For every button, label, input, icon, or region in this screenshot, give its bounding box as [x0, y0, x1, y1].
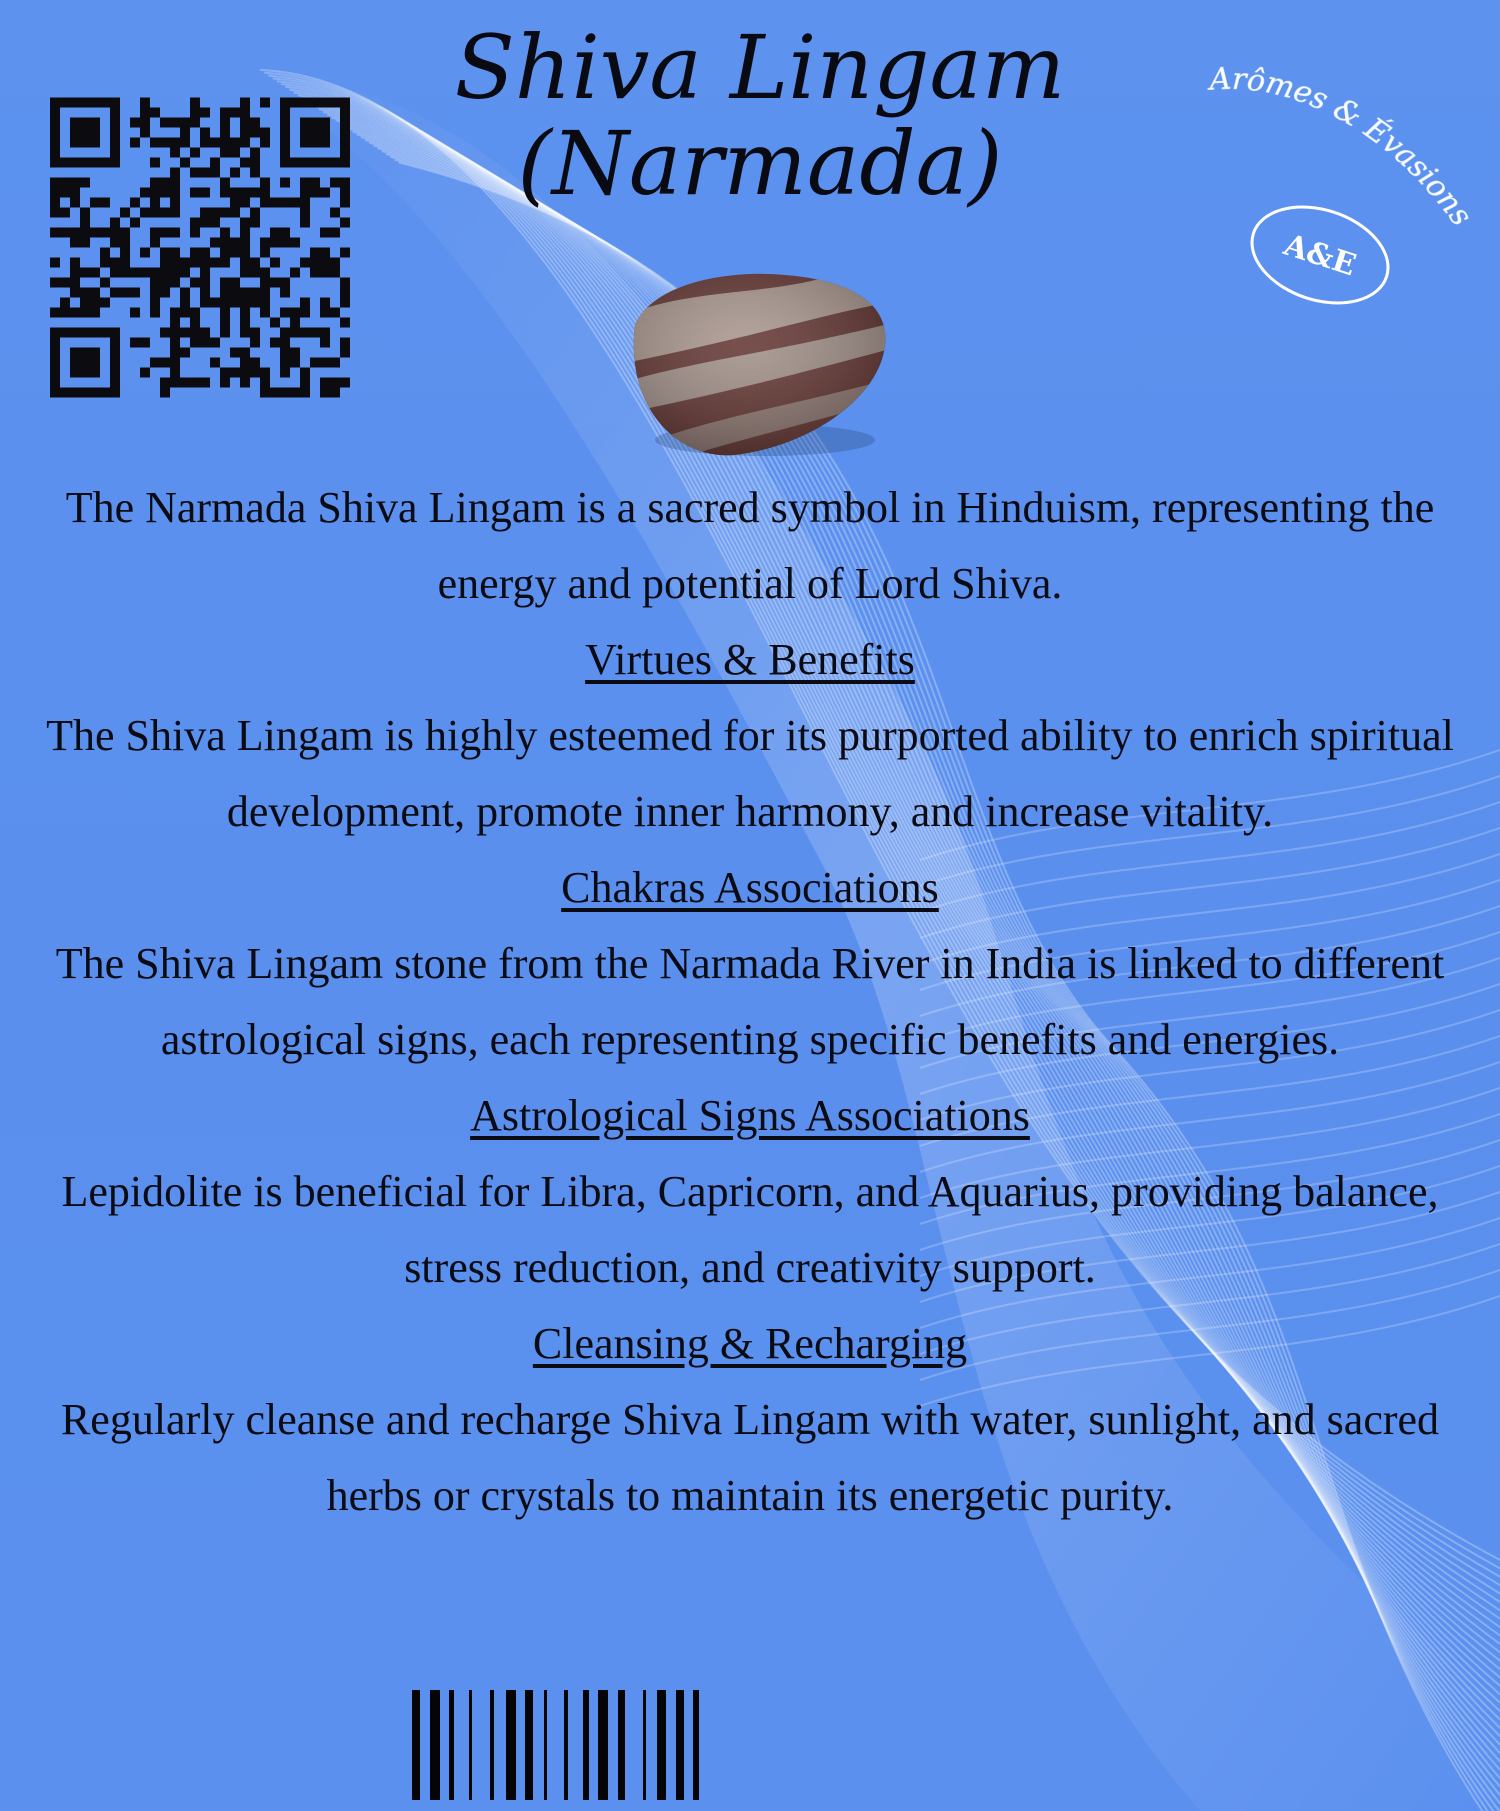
brand-logo: [1180, 50, 1500, 320]
stone-image: [615, 265, 905, 465]
section-heading-chakras: Chakras Associations: [561, 863, 939, 912]
svg-text:Arômes & Évasions: [1206, 62, 1479, 233]
brand-name: Arômes & Évasions: [1208, 61, 1479, 233]
title-line-2: (Narmada): [517, 112, 1003, 215]
qr-code[interactable]: [50, 95, 350, 400]
section-text-chakras: The Shiva Lingam stone from the Narmada River in India is linked to different astrological signs, each representing specific benefits and energies.: [55, 939, 1445, 1064]
section-text-astrology: Lepidolite is beneficial for Libra, Capricorn, and Aquarius, providing balance, stress reduction, and creativity support.: [61, 1167, 1439, 1292]
section-heading-cleansing: Cleansing & Recharging: [532, 1319, 968, 1368]
barcode[interactable]: [412, 1690, 1088, 1800]
section-text-cleansing: Regularly cleanse and recharge Shiva Lingam with water, sunlight, and sacred herbs or crystals to maintain its energetic purity.: [60, 1395, 1440, 1520]
page-title: [330, 16, 1190, 215]
brand-initials: A&E: [1279, 227, 1361, 284]
intro-text: The Narmada Shiva Lingam is a sacred symbol in Hinduism, representing the energy and potential of Lord Shiva.: [65, 483, 1435, 608]
section-text-virtues: The Shiva Lingam is highly esteemed for its purported ability to enrich spiritual development, promote inner harmony, and increase vitality.: [46, 711, 1454, 836]
section-heading-virtues: Virtues & Benefits: [585, 635, 915, 684]
description: [20, 470, 1480, 1534]
section-heading-astrology: Astrological Signs Associations: [470, 1091, 1030, 1140]
title-line-1: Shiva Lingam: [454, 16, 1066, 119]
